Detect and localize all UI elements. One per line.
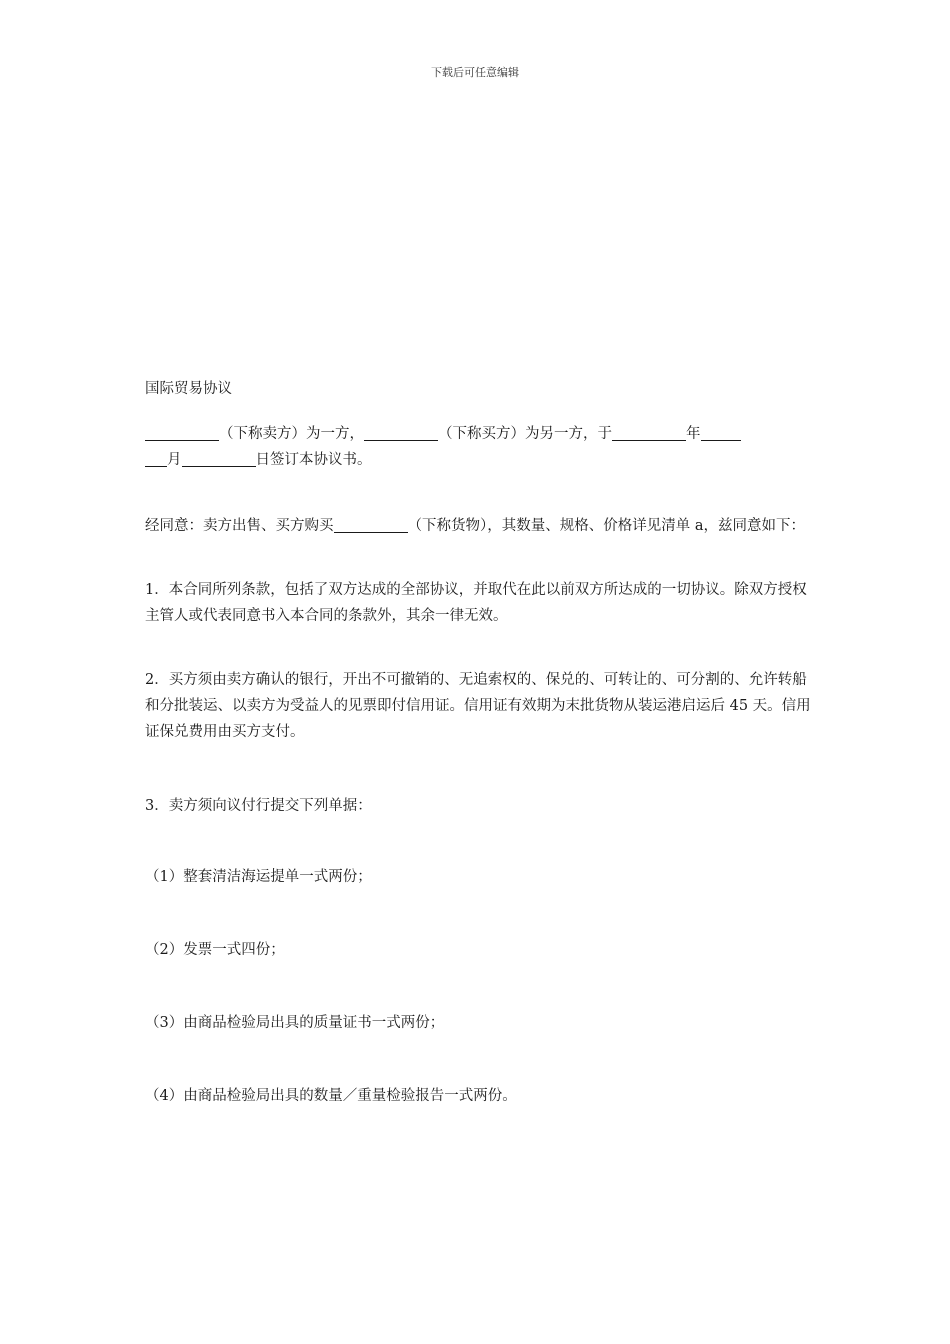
- month-blank-part1: [701, 422, 741, 441]
- document-body: [145, 376, 815, 1109]
- agreement-prefix: 经同意：卖方出售、买方购买: [145, 518, 334, 534]
- month-blank-part2: [145, 448, 167, 467]
- document-list-item-3: （3）由商品检验局出具的质量证书一式两份；: [145, 1015, 445, 1031]
- agreement-paragraph: [145, 513, 815, 539]
- clause-1: 1．本合同所列条款，包括了双方达成的全部协议，并取代在此以前双方所达成的一切协议。除双方授权主管人或代表同意书入本合同的条款外，其余一律无效。: [145, 582, 807, 624]
- month-label: 月: [167, 452, 182, 468]
- preamble-paragraph: [145, 421, 815, 473]
- day-blank: [182, 448, 256, 467]
- document-list-item-4: （4）由商品检验局出具的数量／重量检验报告一式两份。: [145, 1088, 517, 1104]
- seller-name-blank: [145, 422, 219, 441]
- buyer-name-blank: [364, 422, 438, 441]
- document-list-item-2: （2）发票一式四份；: [145, 942, 285, 958]
- year-label: 年: [686, 426, 701, 442]
- day-suffix: 日签订本协议书。: [255, 452, 372, 468]
- document-list-item-1: （1）整套清洁海运提单一式两份；: [145, 869, 372, 885]
- agreement-suffix: （下称货物），其数量、规格、价格详见清单 a，兹同意如下：: [407, 518, 806, 534]
- page-header-note: 下载后可任意编辑: [431, 66, 519, 79]
- seller-suffix: （下称卖方）为一方，: [219, 426, 364, 442]
- clause-3: 3．卖方须向议付行提交下列单据：: [145, 798, 372, 814]
- goods-blank: [334, 514, 408, 533]
- buyer-suffix: （下称买方）为另一方，于: [438, 426, 612, 442]
- document-title: 国际贸易协议: [145, 381, 232, 397]
- year-blank: [612, 422, 686, 441]
- clause-2: 2．买方须由卖方确认的银行，开出不可撤销的、无追索权的、保兑的、可转让的、可分割的、允许转船和分批装运、以卖方为受益人的见票即付信用证。信用证有效期为末批货物从装运港启运后 45 天。信用证保兑费用由买方支付。: [145, 672, 811, 740]
